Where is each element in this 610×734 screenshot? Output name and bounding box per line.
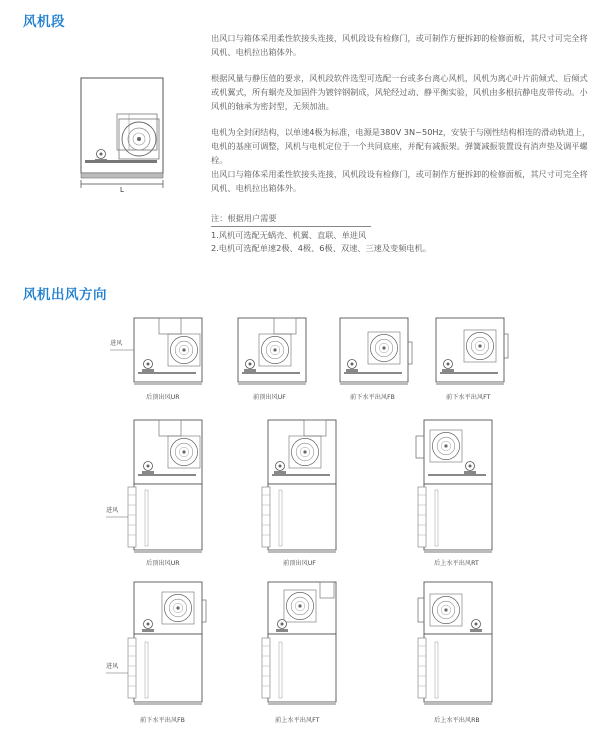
caption-row1-uf: 前顶出风UF [253, 394, 286, 401]
note-item-1: 1.风机可选配无蜗壳、机翼、直联、单进风 [211, 230, 367, 240]
caption-row3-fb: 前下水平出风FB [140, 717, 185, 724]
diagram-row3-rb [418, 582, 492, 724]
diagram-row2-ur [106, 420, 202, 567]
paragraph-motor: 电机为全封闭结构，以单速4极为标准，电源是380V 3N~50Hz，安装于与刚性结构相连的滑动轨道上，电机的基座可调整，风机与电机定位于一个共同底座，并配有减振架。弹簧减振装置设有消声垫及调平螺栓。 [211, 127, 591, 165]
diagram-row1-fb [340, 318, 412, 401]
diagram-row2-uf [262, 420, 336, 567]
caption-row2-rt: 后上水平出风RT [434, 560, 479, 567]
caption-row2-uf: 前顶出风UF [283, 560, 316, 567]
diagram-row1-uf [238, 318, 306, 401]
note-item-2: 2.电机可选配单速2极、4极、6极、双速、三速及变频电机。 [211, 243, 431, 253]
caption-row1-fb: 前下水平出风FB [350, 394, 395, 401]
section-title-fan-section: 风机段 [23, 14, 65, 30]
diagram-row1-ft [436, 318, 508, 401]
diagram-row3-ft [262, 582, 336, 724]
note-title: 注：根据用户需要 [211, 213, 277, 223]
caption-row1-ur: 后顶出风UR [146, 394, 180, 401]
inlet-label-row1: 进风 [110, 340, 123, 347]
paragraph-outlet: 出风口与箱体采用柔性软接头连接，风机段设有检修门，或可制作方便拆卸的检修面板，其尺寸可完全将风机、电机拉出箱体外。 [211, 33, 588, 57]
paragraph-fan-selection: 根据风量与静压值的要求，风机段软件选型可选配一台或多台离心风机，风机为离心叶片前倾式、后倾式或机翼式，所有蜗壳及加固件为镀锌钢制成，风轮经过动、静平衡实验，风机由多根抗静电皮带传动。小风机的轴承为密封型，无须加油。 [211, 73, 588, 111]
fan-section-diagram [81, 78, 163, 194]
paragraph-outlet-repeat: 出风口与箱体采用柔性软接头连接，风机段设有检修门，或可制作方便拆卸的检修面板，其尺寸可完全将风机、电机拉出箱体外。 [211, 169, 588, 193]
caption-row3-ft: 前上水平出风FT [275, 717, 320, 724]
dimension-l-label: L [120, 186, 124, 194]
inlet-label-row2: 进风 [106, 507, 119, 514]
inlet-label-row3: 进风 [106, 663, 119, 670]
diagram-row1-ur [110, 318, 202, 401]
diagram-row3-fb [106, 582, 206, 724]
caption-row2-ur: 后顶出风UR [146, 560, 180, 567]
diagram-row2-rt [416, 420, 492, 567]
caption-row3-rb: 后上水平出风RB [434, 717, 480, 724]
caption-row1-ft: 前下水平出风FT [446, 394, 491, 401]
section-title-outlet-direction: 风机出风方向 [23, 287, 107, 303]
